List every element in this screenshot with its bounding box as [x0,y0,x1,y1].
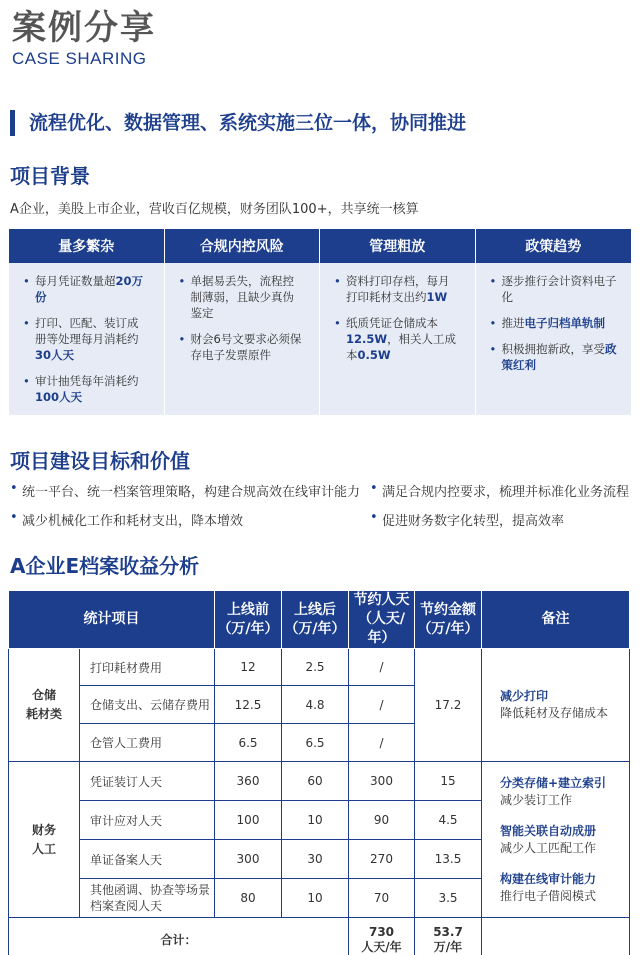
background-column [320,229,476,415]
list-item: • 每月凭证数量超20万份 [23,273,150,305]
before-cell: 80 [215,879,282,918]
before-cell: 12.5 [215,686,282,724]
total-note-empty [482,918,630,955]
item-cell: 审计应对人天 [80,801,215,840]
after-cell: 6.5 [282,724,349,762]
after-cell: 60 [282,762,349,801]
header-after: 上线后 （万/年） [282,591,349,649]
list-item: • 单据易丢失，流程控制薄弱，且缺少真伪鉴定 [179,273,306,321]
total-amount: 53.7 万/年 [415,918,482,955]
item-cell: 其他函调、协查等场景 档案查阅人天 [80,879,215,918]
before-cell: 6.5 [215,724,282,762]
column-body [320,263,475,415]
list-item: • 资料打印存档，每月打印耗材支出约1W [334,273,461,305]
header-saved-days: 节约人天 （人天/年） [349,591,415,649]
after-cell: 30 [282,840,349,879]
amount-cell: 4.5 [415,801,482,840]
before-cell: 100 [215,801,282,840]
goals-list [10,481,638,529]
days-cell: 70 [349,879,415,918]
table-row [9,649,630,686]
background-column [476,229,632,415]
column-header: 管理粗放 [320,229,475,263]
list-item: • 促进财务数字化转型，提高效率 [370,510,638,529]
category-cell: 财务 人工 [9,762,80,918]
background-intro: A企业，美股上市企业，营收百亿规模，财务团队100+，共享统一核算 [10,202,419,217]
background-column [165,229,321,415]
list-item: • 推进电子归档单轨制 [490,315,618,331]
item-cell: 单证备案人天 [80,840,215,879]
amount-cell: 13.5 [415,840,482,879]
after-cell: 10 [282,879,349,918]
total-label: 合计： [9,918,349,955]
table-row [9,762,630,801]
item-cell: 仓管人工费用 [80,724,215,762]
header-saved-amount: 节约金额 （万/年） [415,591,482,649]
column-body [9,263,164,415]
header-before: 上线前 （万/年） [215,591,282,649]
list-item: • 审计抽凭每年消耗约100人天 [23,373,150,405]
column-header: 量多繁杂 [9,229,164,263]
days-cell: / [349,724,415,762]
list-item: • 逐步推行会计资料电子化 [490,273,618,305]
list-item: • 积极拥抱新政，享受政策红利 [490,341,618,373]
analysis-section-title: A企业E档案收益分析 [10,554,200,578]
before-cell: 300 [215,840,282,879]
column-header: 合规内控风险 [165,229,320,263]
total-days: 730 人天/年 [349,918,415,955]
item-cell: 凭证装订人天 [80,762,215,801]
column-header: 政策趋势 [476,229,632,263]
before-cell: 12 [215,649,282,686]
days-cell: / [349,649,415,686]
list-item: • 打印、匹配、装订成册等处理每月消耗约30人天 [23,315,150,363]
list-item: • 满足合规内控要求，梳理并标准化业务流程 [370,481,638,500]
table-header-row [9,591,630,649]
item-cell: 打印耗材费用 [80,649,215,686]
list-item: • 减少机械化工作和耗材支出，降本增效 [10,510,370,529]
list-item: • 统一平台、统一档案管理策略，构建合规高效在线审计能力 [10,481,370,500]
background-table [9,229,631,411]
table-total-row [9,918,630,955]
category-cell: 仓储 耗材类 [9,649,80,762]
after-cell: 4.8 [282,686,349,724]
slogan-banner: 流程优化、数据管理、系统实施三位一体，协同推进 [10,110,466,136]
background-column [9,229,165,415]
note-cell: 分类存储+建立索引 减少装订工作 智能关联自动成册 减少人工匹配工作 构建在线审计能力 推行电子借阅模式 [482,762,630,918]
days-cell: 270 [349,840,415,879]
list-item: • 纸质凭证仓储成本12.5W，相关人工成本0.5W [334,315,461,363]
days-cell: 90 [349,801,415,840]
column-body [476,263,632,415]
amount-cell: 15 [415,762,482,801]
days-cell: 300 [349,762,415,801]
benefit-table [8,590,630,955]
note-cell: 减少打印 降低耗材及存储成本 [482,649,630,762]
amount-cell: 17.2 [415,649,482,762]
list-item: • 财会6号文要求必须保存电子发票原件 [179,331,306,363]
column-body [165,263,320,415]
item-cell: 仓储支出、云储存费用 [80,686,215,724]
header-note: 备注 [482,591,630,649]
amount-cell: 3.5 [415,879,482,918]
goals-section-title: 项目建设目标和价值 [10,449,190,473]
page-subtitle: CASE SHARING [12,49,147,68]
page-title: 案例分享 [12,8,156,48]
after-cell: 10 [282,801,349,840]
before-cell: 360 [215,762,282,801]
header-item: 统计项目 [9,591,215,649]
days-cell: / [349,686,415,724]
after-cell: 2.5 [282,649,349,686]
background-section-title: 项目背景 [10,164,90,188]
